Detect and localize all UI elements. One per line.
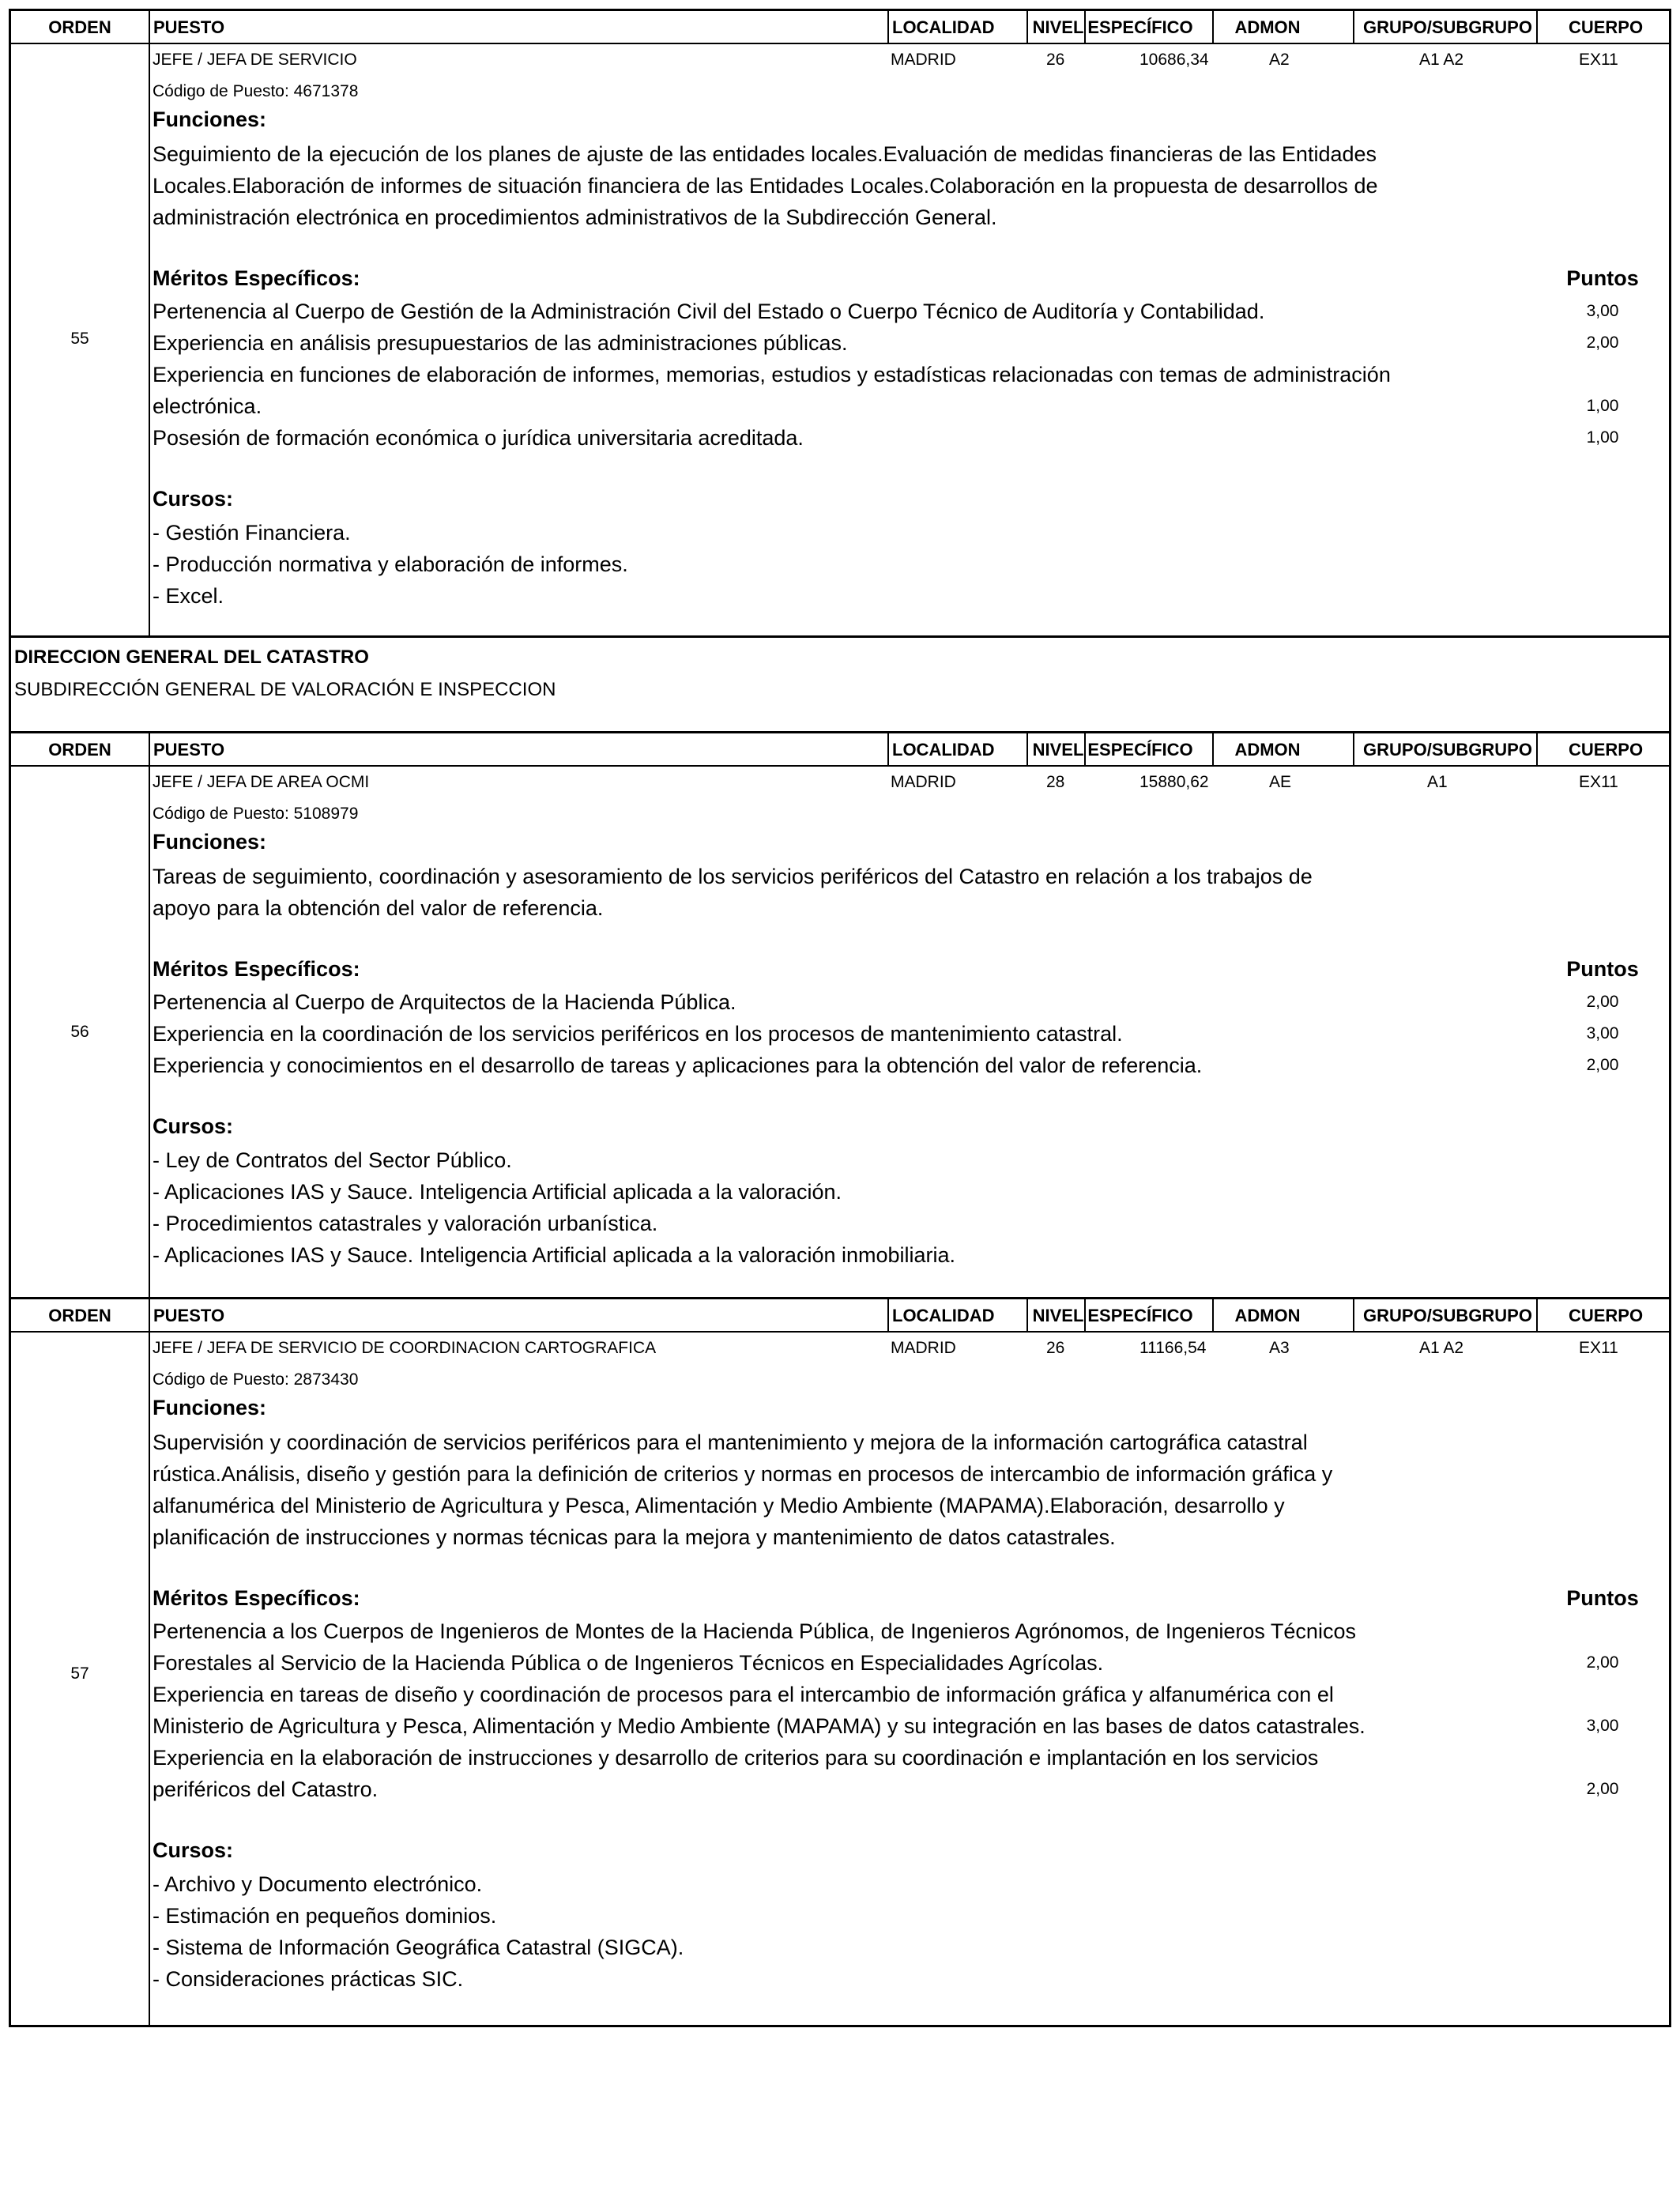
- header-admon: ADMON: [1234, 1306, 1301, 1325]
- cursos-label: Cursos:: [153, 487, 234, 511]
- header-grupo: GRUPO/SUBGRUPO: [1363, 1306, 1532, 1325]
- orden-column-divider: [149, 765, 150, 1297]
- curso-line: - Sistema de Información Geográfica Catastral (SIGCA).: [153, 1936, 684, 1959]
- admon: A3: [1269, 1339, 1290, 1357]
- codigo-puesto: Código de Puesto: 4671378: [153, 82, 359, 100]
- localidad: MADRID: [891, 773, 956, 791]
- puesto-title: JEFE / JEFA DE AREA OCMI: [153, 773, 370, 791]
- puntos-value: 2,00: [1586, 993, 1619, 1011]
- table-header: [11, 733, 1669, 767]
- divider: [1084, 1299, 1086, 1331]
- funciones-line: Locales.Elaboración de informes de situación financiera de las Entidades Locales.Colaboración en la propuesta de desarrollos de: [153, 174, 1378, 198]
- header-especifico: ESPECÍFICO: [1087, 17, 1193, 37]
- orden-number: 56: [70, 1023, 89, 1041]
- header-grupo: GRUPO/SUBGRUPO: [1363, 17, 1532, 37]
- puntos-label: Puntos: [1566, 266, 1639, 290]
- funciones-line: planificación de instrucciones y normas técnicas para la mejora y mantenimiento de datos catastrales.: [153, 1525, 1116, 1549]
- admon: A2: [1269, 51, 1290, 69]
- merito-line: Experiencia en funciones de elaboración de informes, memorias, estudios y estadísticas relacionadas con temas de administración: [153, 363, 1391, 386]
- funciones-line: rústica.Análisis, diseño y gestión para la definición de criterios y normas en procesos de intercambio de información gráfica y: [153, 1462, 1333, 1486]
- funciones-line: apoyo para la obtención del valor de referencia.: [153, 896, 604, 920]
- funciones-label: Funciones:: [153, 1396, 267, 1419]
- funciones-label: Funciones:: [153, 107, 267, 131]
- merito-line: Pertenencia al Cuerpo de Gestión de la Administración Civil del Estado o Cuerpo Técnico de Auditoría y Contabilidad.: [153, 300, 1265, 323]
- divider: [1084, 733, 1086, 765]
- puesto-title: JEFE / JEFA DE SERVICIO DE COORDINACION CARTOGRAFICA: [153, 1339, 657, 1357]
- table-header: [11, 11, 1669, 44]
- nivel: 26: [1046, 51, 1065, 69]
- header-localidad: LOCALIDAD: [892, 740, 995, 760]
- funciones-line: administración electrónica en procedimientos administrativos de la Subdirección General.: [153, 205, 997, 229]
- orden-column-divider: [149, 1331, 150, 2025]
- orden-number: 55: [70, 330, 89, 348]
- divider: [1536, 11, 1538, 43]
- merito-line: Experiencia en tareas de diseño y coordinación de procesos para el intercambio de información gráfica y alfanumérica con el: [153, 1683, 1334, 1706]
- header-puesto: PUESTO: [153, 17, 225, 37]
- merito-line: Posesión de formación económica o jurídica universitaria acreditada.: [153, 426, 804, 450]
- merito-line: Experiencia en análisis presupuestarios de las administraciones públicas.: [153, 331, 848, 355]
- merito-line: Forestales al Servicio de la Hacienda Pública o de Ingenieros Técnicos en Especialidades Agrícolas.: [153, 1651, 1104, 1675]
- divider: [887, 11, 889, 43]
- cursos-label: Cursos:: [153, 1838, 234, 1862]
- divider: [1536, 733, 1538, 765]
- puntos-value: 3,00: [1586, 1717, 1619, 1735]
- cuerpo: EX11: [1579, 773, 1618, 791]
- puntos-label: Puntos: [1566, 1586, 1639, 1610]
- header-nivel: NIVEL: [1032, 740, 1084, 760]
- orden-column-divider: [149, 43, 150, 635]
- especifico: 10686,34: [1139, 51, 1209, 69]
- puntos-label: Puntos: [1566, 957, 1639, 981]
- funciones-line: alfanumérica del Ministerio de Agricultura y Pesca, Alimentación y Medio Ambiente (MAPAMA).Elaboración, desarrollo y: [153, 1494, 1285, 1517]
- meritos-label: Méritos Específicos:: [153, 957, 360, 981]
- puntos-value: 3,00: [1586, 1024, 1619, 1042]
- divider: [1212, 11, 1214, 43]
- cursos-label: Cursos:: [153, 1114, 234, 1138]
- merito-line: Experiencia y conocimientos en el desarrollo de tareas y aplicaciones para la obtención del valor de referencia.: [153, 1054, 1203, 1077]
- divider: [1212, 1299, 1214, 1331]
- nivel: 26: [1046, 1339, 1065, 1357]
- divider: [149, 11, 150, 43]
- divider: [1353, 11, 1354, 43]
- divider: [149, 733, 150, 765]
- merito-line: Experiencia en la coordinación de los servicios periféricos en los procesos de mantenimiento catastral.: [153, 1022, 1123, 1046]
- puntos-value: 2,00: [1586, 1780, 1619, 1798]
- codigo-puesto: Código de Puesto: 5108979: [153, 805, 359, 823]
- header-cuerpo: CUERPO: [1568, 17, 1644, 37]
- header-orden: ORDEN: [48, 17, 111, 37]
- divider: [1536, 1299, 1538, 1331]
- header-localidad: LOCALIDAD: [892, 1306, 995, 1325]
- codigo-puesto: Código de Puesto: 2873430: [153, 1370, 359, 1389]
- funciones-line: Tareas de seguimiento, coordinación y asesoramiento de los servicios periféricos del Catastro en relación a los trabajos de: [153, 865, 1313, 888]
- divider: [887, 733, 889, 765]
- curso-line: - Procedimientos catastrales y valoración urbanística.: [153, 1212, 658, 1235]
- funciones-line: Supervisión y coordinación de servicios periféricos para el mantenimiento y mejora de la información cartográfica catastral: [153, 1431, 1308, 1454]
- puesto-title: JEFE / JEFA DE SERVICIO: [153, 51, 357, 69]
- grupo: A1: [1427, 773, 1448, 791]
- merito-line: periféricos del Catastro.: [153, 1777, 379, 1801]
- position-block-55: [9, 9, 1671, 638]
- localidad: MADRID: [891, 1339, 956, 1357]
- divider: [887, 1299, 889, 1331]
- merito-line: Experiencia en la elaboración de instrucciones y desarrollo de criterios para su coordinación e implantación en los servicios: [153, 1746, 1319, 1770]
- funciones-line: Seguimiento de la ejecución de los planes de ajuste de las entidades locales.Evaluación de medidas financieras de las Entidades: [153, 142, 1377, 166]
- merito-line: electrónica.: [153, 394, 262, 418]
- divider: [1212, 733, 1214, 765]
- table-header: [11, 1299, 1669, 1333]
- divider: [1353, 1299, 1354, 1331]
- puntos-value: 3,00: [1586, 302, 1619, 320]
- divider: [1353, 733, 1354, 765]
- header-puesto: PUESTO: [153, 1306, 225, 1325]
- merito-line: Pertenencia al Cuerpo de Arquitectos de la Hacienda Pública.: [153, 990, 736, 1014]
- puntos-value: 2,00: [1586, 1056, 1619, 1074]
- header-localidad: LOCALIDAD: [892, 17, 995, 37]
- header-grupo: GRUPO/SUBGRUPO: [1363, 740, 1532, 760]
- section-header: [9, 638, 1671, 731]
- curso-line: - Excel.: [153, 584, 224, 608]
- puntos-value: 2,00: [1586, 334, 1619, 352]
- admon: AE: [1269, 773, 1292, 791]
- divider: [1084, 11, 1086, 43]
- merito-line: Ministerio de Agricultura y Pesca, Alimentación y Medio Ambiente (MAPAMA) y su integración en las bases de datos catastrales.: [153, 1714, 1365, 1738]
- header-nivel: NIVEL: [1032, 1306, 1084, 1325]
- curso-line: - Consideraciones prácticas SIC.: [153, 1967, 464, 1991]
- orden-number: 57: [70, 1664, 89, 1683]
- nivel: 28: [1046, 773, 1065, 791]
- funciones-label: Funciones:: [153, 830, 267, 854]
- header-admon: ADMON: [1234, 740, 1301, 760]
- grupo: A1 A2: [1419, 51, 1464, 69]
- puntos-value: 1,00: [1586, 428, 1619, 447]
- curso-line: - Producción normativa y elaboración de informes.: [153, 552, 628, 576]
- puntos-value: 2,00: [1586, 1653, 1619, 1672]
- header-cuerpo: CUERPO: [1568, 740, 1644, 760]
- meritos-label: Méritos Específicos:: [153, 266, 360, 290]
- position-block-56: [9, 731, 1671, 1299]
- header-puesto: PUESTO: [153, 740, 225, 760]
- section-subtitle: SUBDIRECCIÓN GENERAL DE VALORACIÓN E INSPECCION: [14, 679, 556, 700]
- merito-line: Pertenencia a los Cuerpos de Ingenieros de Montes de la Hacienda Pública, de Ingenieros Agrónomos, de Ingenieros Técnicos: [153, 1619, 1356, 1643]
- divider: [1026, 11, 1028, 43]
- meritos-label: Méritos Específicos:: [153, 1586, 360, 1610]
- curso-line: - Archivo y Documento electrónico.: [153, 1872, 483, 1896]
- header-admon: ADMON: [1234, 17, 1301, 37]
- curso-line: - Estimación en pequeños dominios.: [153, 1904, 497, 1928]
- cuerpo: EX11: [1579, 1339, 1618, 1357]
- curso-line: - Aplicaciones IAS y Sauce. Inteligencia Artificial aplicada a la valoración inmobiliaria.: [153, 1243, 956, 1267]
- divider: [1026, 1299, 1028, 1331]
- curso-line: - Ley de Contratos del Sector Público.: [153, 1148, 512, 1172]
- divider: [149, 1299, 150, 1331]
- especifico: 15880,62: [1139, 773, 1209, 791]
- curso-line: - Gestión Financiera.: [153, 521, 351, 545]
- header-orden: ORDEN: [48, 740, 111, 760]
- curso-line: - Aplicaciones IAS y Sauce. Inteligencia Artificial aplicada a la valoración.: [153, 1180, 842, 1204]
- especifico: 11166,54: [1139, 1339, 1207, 1357]
- header-cuerpo: CUERPO: [1568, 1306, 1644, 1325]
- puntos-value: 1,00: [1586, 397, 1619, 415]
- header-especifico: ESPECÍFICO: [1087, 1306, 1193, 1325]
- position-block-57: [9, 1297, 1671, 2027]
- cuerpo: EX11: [1579, 51, 1618, 69]
- header-orden: ORDEN: [48, 1306, 111, 1325]
- header-especifico: ESPECÍFICO: [1087, 740, 1193, 760]
- section-title: DIRECCION GENERAL DEL CATASTRO: [14, 647, 369, 668]
- divider: [1026, 733, 1028, 765]
- localidad: MADRID: [891, 51, 956, 69]
- header-nivel: NIVEL: [1032, 17, 1084, 37]
- grupo: A1 A2: [1419, 1339, 1464, 1357]
